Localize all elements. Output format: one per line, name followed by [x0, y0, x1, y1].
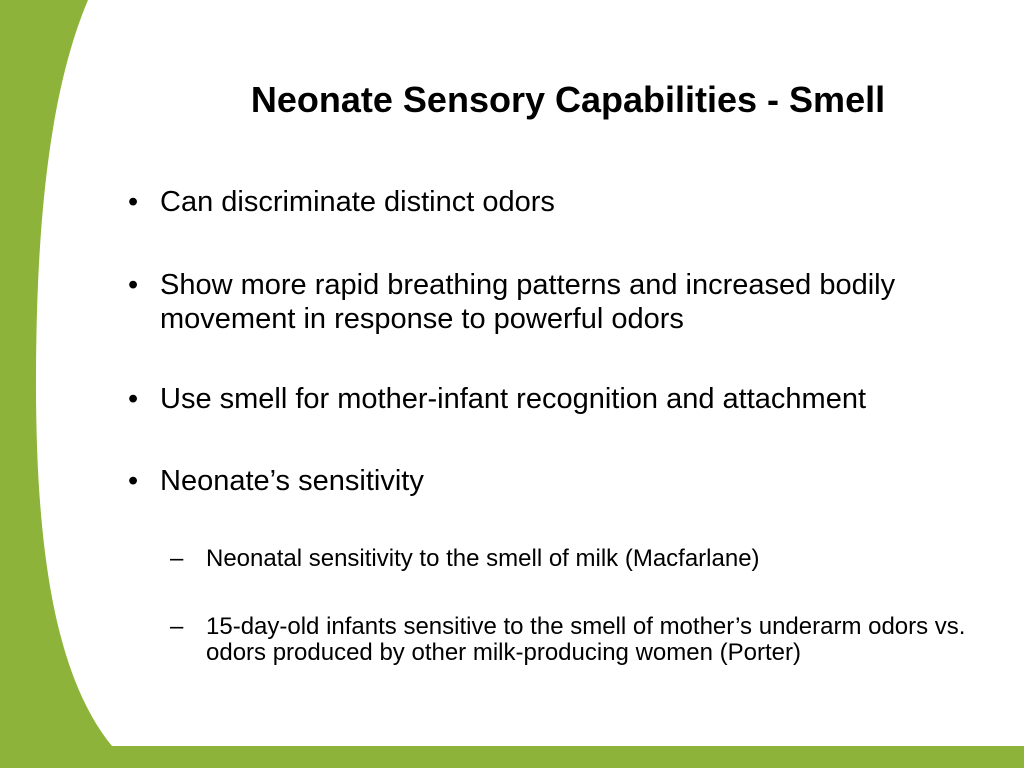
bullet-text: Can discriminate distinct odors: [160, 186, 555, 218]
bullet-text: Show more rapid breathing patterns and increased bodily movement in response to powerful odors: [160, 269, 896, 335]
bullet-item: [120, 464, 1000, 498]
bullet-text: Neonate’s sensitivity: [160, 465, 424, 497]
bullet-item: [120, 268, 1000, 336]
bullet-item: [120, 185, 1000, 219]
sub-bullet-marker: –: [170, 613, 184, 640]
bullet-marker: •: [128, 383, 139, 415]
sub-bullet-text: Neonatal sensitivity to the smell of milk (Macfarlane): [206, 545, 760, 572]
bullet-marker: •: [128, 186, 139, 218]
sub-bullet-text: 15-day-old infants sensitive to the smell of mother’s underarm odors vs. odors produced by other milk-producing women (Porter): [206, 613, 966, 666]
slide-title: Neonate Sensory Capabilities - Smell: [250, 79, 886, 120]
sub-bullet-item: [170, 546, 1000, 572]
sub-bullet-item: [170, 614, 1000, 666]
bullet-text: Use smell for mother-infant recognition and attachment: [160, 383, 867, 415]
sub-bullet-marker: –: [170, 545, 184, 572]
bullet-item: [120, 382, 1000, 416]
bullet-marker: •: [128, 465, 139, 497]
bullet-marker: •: [128, 269, 139, 301]
